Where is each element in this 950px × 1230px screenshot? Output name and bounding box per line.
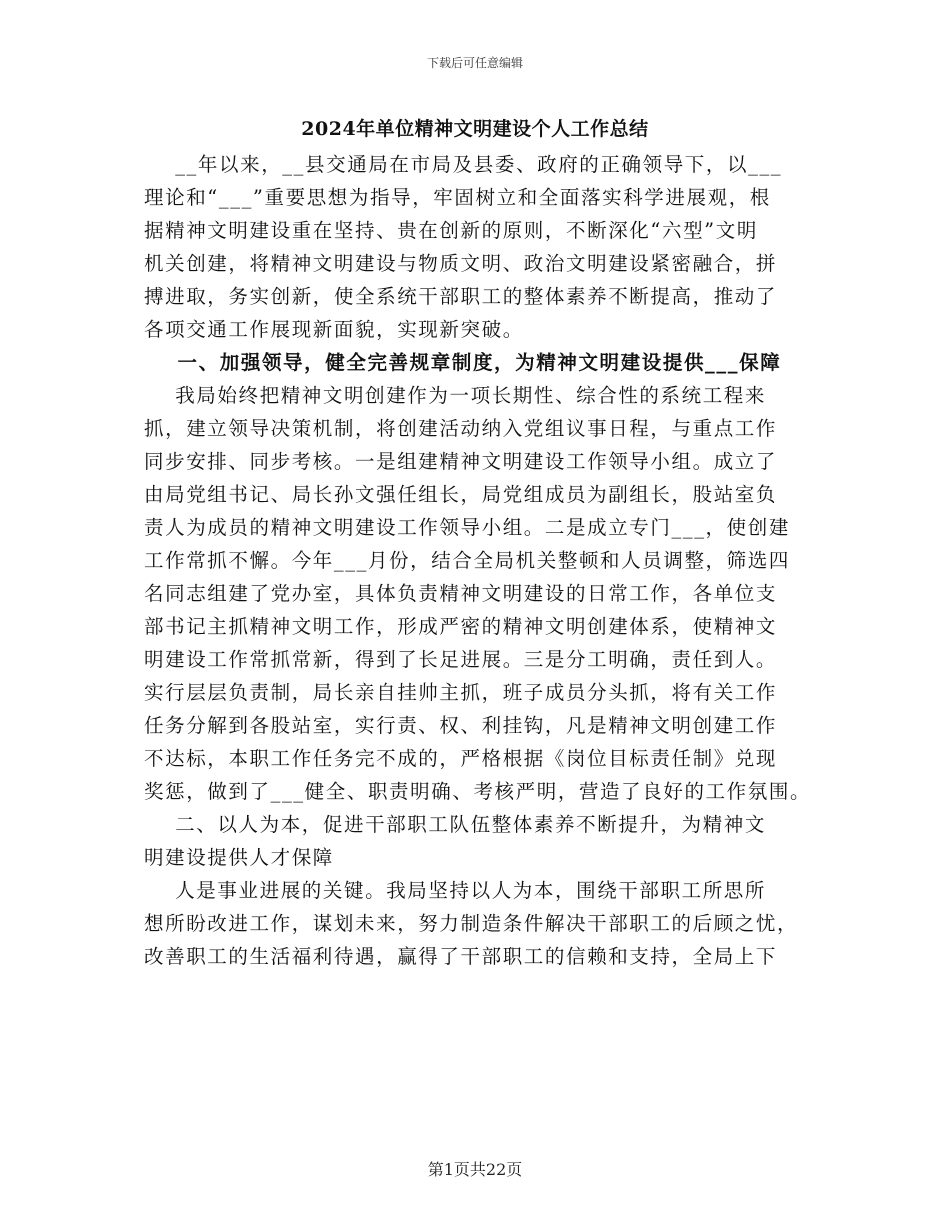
body-line: 据精神文明建设重在坚持、贵在创新的原则，不断深化“六型”文明 <box>144 219 758 242</box>
body-line: 抓，建立领导决策机制，将创建活动纳入党组议事日程，与重点工作 <box>144 417 778 440</box>
body-line: 明建设工作常抓常新，得到了长足进展。三是分工明确，责任到人。 <box>144 648 778 671</box>
body-line: 改善职工的生活福利待遇，赢得了干部职工的信赖和支持，全局上下 <box>144 945 778 968</box>
body-line: 明建设提供人才保障 <box>144 846 334 869</box>
body-line: 部书记主抓精神文明工作，形成严密的精神文明创建体系，使精神文 <box>144 615 778 638</box>
body-line: 实行层层负责制，局长亲自挂帅主抓，班子成员分头抓，将有关工作 <box>144 681 778 704</box>
body-line: 机关创建，将精神文明建设与物质文明、政治文明建设紧密融合，拼 <box>144 252 778 275</box>
body-line: 想所盼改进工作，谋划未来，努力制造条件解决干部职工的后顾之忧， <box>144 912 799 935</box>
section-heading-2: 二、以人为本，促进干部职工队伍整体素养不断提升，为精神文 <box>144 813 766 836</box>
body-line: __年以来，__县交通局在市局及县委、政府的正确领导下，以___ <box>144 153 783 176</box>
header-note: 下载后可任意编辑 <box>426 56 523 70</box>
body-line: 同步安排、同步考核。一是组建精神文明建设工作领导小组。成立了 <box>144 450 778 473</box>
body-line: 各项交通工作展现新面貌，实现新突破。 <box>144 318 524 341</box>
body-line: 任务分解到各股站室，实行责、权、利挂钩，凡是精神文明创建工作 <box>144 714 778 737</box>
body-line: 搏进取，务实创新，使全系统干部职工的整体素养不断提高，推动了 <box>144 285 778 308</box>
body-line: 责人为成员的精神文明建设工作领导小组。二是成立专门___，使创建 <box>144 516 790 539</box>
body-line: 理论和“___”重要思想为指导，牢固树立和全面落实科学进展观，根 <box>144 186 771 209</box>
section-heading-1: 一、加强领导，健全完善规章制度，为精神文明建设提供___保障 <box>144 351 782 374</box>
body-line: 不达标，本职工作任务完不成的，严格根据《岗位目标责任制》兑现 <box>144 747 778 770</box>
page-footer: 第1页共22页 <box>427 1160 523 1179</box>
body-line: 我局始终把精神文明创建作为一项长期性、综合性的系统工程来 <box>144 384 766 407</box>
body-line: 奖惩，做到了___健全、职责明确、考核严明，营造了良好的工作氛围。 <box>144 780 812 803</box>
body-line: 人是事业进展的关键。我局坚持以人为本，围绕干部职工所思所 <box>144 879 766 902</box>
body-line: 名同志组建了党办室，具体负责精神文明建设的日常工作，各单位支 <box>144 582 778 605</box>
document-title: 2024年单位精神文明建设个人工作总结 <box>301 118 649 140</box>
body-line: 由局党组书记、局长孙文强任组长，局党组成员为副组长，股站室负 <box>144 483 778 506</box>
document-body <box>144 148 824 973</box>
body-line: 工作常抓不懈。今年___月份，结合全局机关整顿和人员调整，筛选四 <box>144 549 790 572</box>
